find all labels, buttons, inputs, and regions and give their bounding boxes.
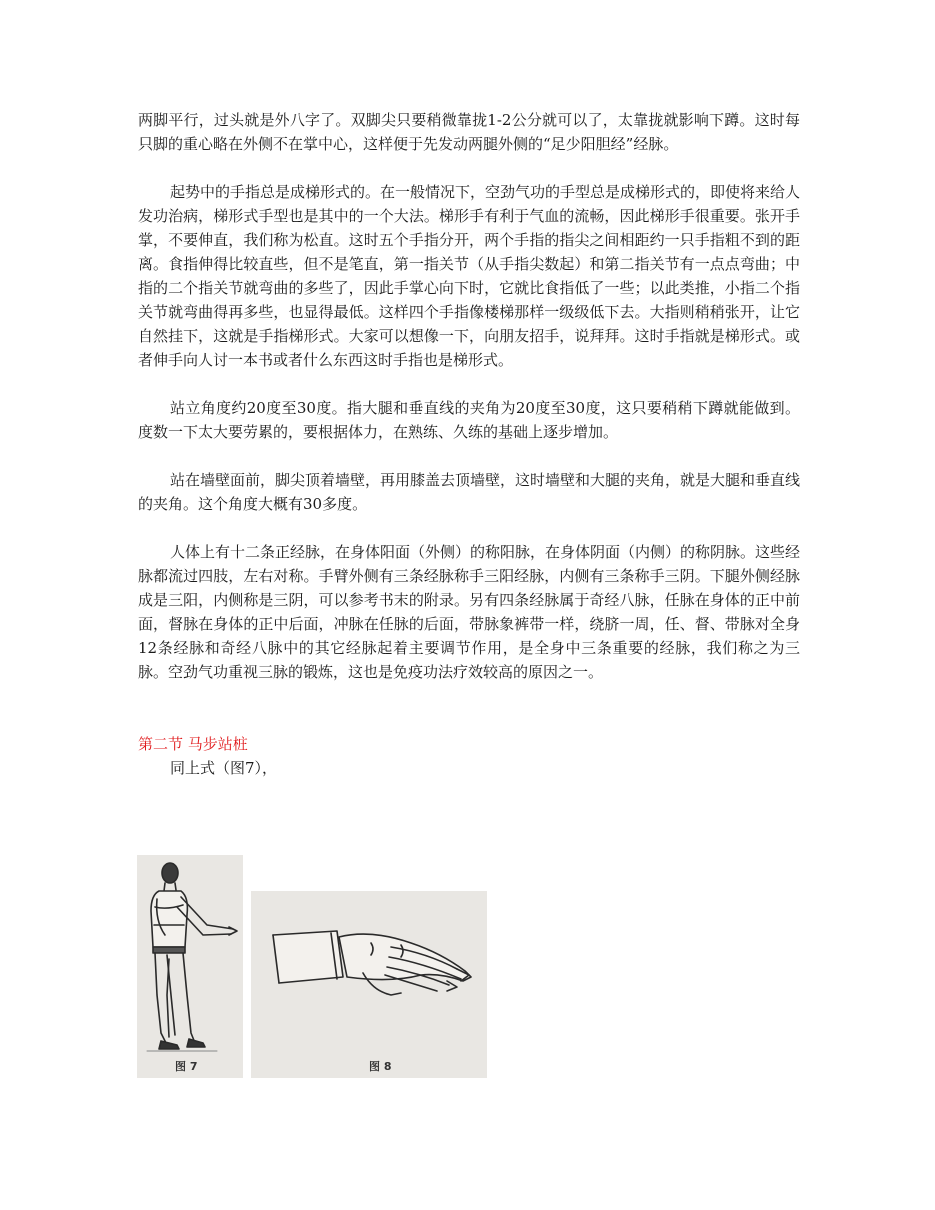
figure-7-caption: 图 7 xyxy=(175,1060,198,1073)
document-body xyxy=(138,108,800,780)
paragraph-3: 站立角度约20度至30度。指大腿和垂直线的夹角为20度至30度，这只要稍稍下蹲就能做到。度数一下太大要劳累的，要根据体力，在熟练、久练的基础上逐步增加。 xyxy=(138,399,800,441)
figure-7 xyxy=(137,855,243,1078)
figure-8-caption: 图 8 xyxy=(369,1060,392,1073)
figure-8 xyxy=(251,891,487,1078)
section-subtitle: 同上式（图7）， xyxy=(170,759,278,777)
section-title: 第二节 马步站桩 xyxy=(138,735,248,753)
paragraph-5: 人体上有十二条正经脉，在身体阳面（外侧）的称阳脉，在身体阴面（内侧）的称阴脉。这些经脉都流过四肢，左右对称。手臂外侧有三条经脉称手三阳经脉，内侧有三条称手三阴。下腿外侧经脉成是三阳，内侧称是三阴，可以参考书末的附录。另有四条经脉属于奇经八脉，任脉在身体的正中前面，督脉在身体的正中后面，冲脉在任脉的后面，带脉象裤带一样，绕脐一周，任、督、带脉对全身12条经脉和奇经八脉中的其它经脉起着主要调节作用，是全身中三条重要的经脉，我们称之为三脉。空劲气功重视三脉的锻炼，这也是免疫功法疗效较高的原因之一。 xyxy=(138,543,801,681)
paragraph-1: 两脚平行，过头就是外八字了。双脚尖只要稍微靠拢1-2公分就可以了，太靠拢就影响下蹲。这时每只脚的重心略在外侧不在掌中心，这样便于先发动两腿外侧的“足少阳胆经”经脉。 xyxy=(138,111,800,153)
standing-figure-illustration xyxy=(137,855,243,1078)
hand-illustration xyxy=(251,891,487,1078)
paragraph-4: 站在墙壁面前，脚尖顶着墙壁，再用膝盖去顶墙壁，这时墙壁和大腿的夹角，就是大腿和垂直线的夹角。这个角度大概有30多度。 xyxy=(138,471,801,513)
paragraph-2: 起势中的手指总是成梯形式的。在一般情况下，空劲气功的手型总是成梯形式的，即使将来给人发功治病，梯形式手型也是其中的一个大法。梯形手有利于气血的流畅，因此梯形手很重要。张开手掌，不要伸直，我们称为松直。这时五个手指分开，两个手指的指尖之间相距约一只手指粗不到的距离。食指伸得比较直些，但不是笔直，第一指关节（从手指尖数起）和第二指关节有一点点弯曲；中指的二个指关节就弯曲的多些了，因此手掌心向下时，它就比食指低了一些；以此类推，小指二个指关节就弯曲得再多些，也显得最低。这样四个手指像楼梯那样一级级低下去。大指则稍稍张开，让它自然挂下，这就是手指梯形式。大家可以想像一下，向朋友招手，说拜拜。这时手指就是梯形式。或者伸手向人讨一本书或者什么东西这时手指也是梯形式。 xyxy=(138,183,801,369)
